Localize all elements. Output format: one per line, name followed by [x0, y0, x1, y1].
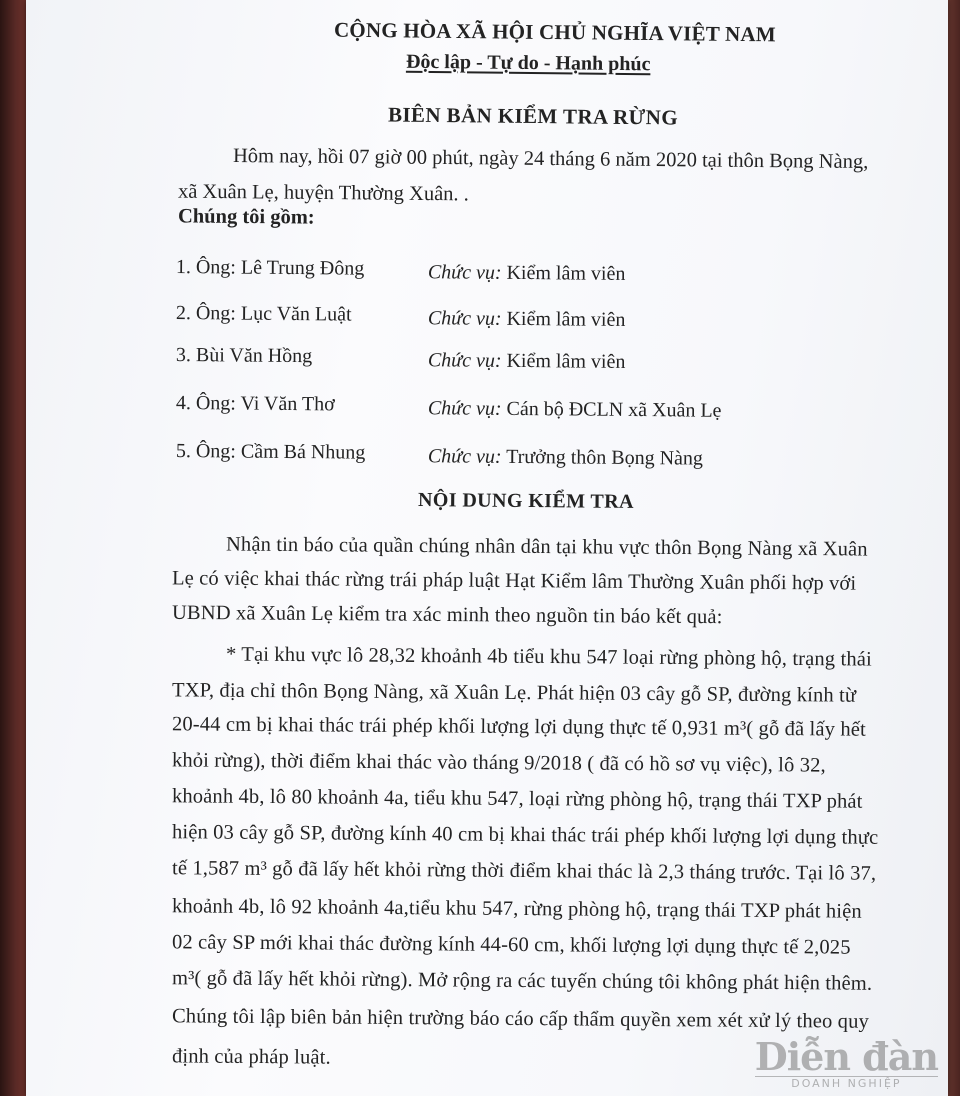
members-heading: Chúng tôi gồm: [177, 205, 315, 229]
content-line: 20-44 cm bị khai thác trái phép khối lượng lợi dụng thực tế 0,931 m³( gỗ đã lấy hết [171, 713, 866, 741]
member-role [428, 397, 722, 423]
content-line: TXP, địa chỉ thôn Bọng Nàng, xã Xuân Lẹ. Phát hiện 03 cây gỗ SP, đường kính từ [171, 679, 857, 707]
content-line: tế 1,587 m³ gỗ đã lấy hết khỏi rừng thời điểm khai thác là 2,3 tháng trước. Tại lô 37, [171, 857, 877, 885]
role-label: Chức vụ: [427, 445, 502, 468]
intro-line-2: xã Xuân Lẹ, huyện Thường Xuân. . [177, 180, 469, 206]
member-name: 1. Ông: Lê Trung Đông [175, 256, 365, 280]
content-line: m³( gỗ đã lấy hết khỏi rừng). Mở rộng ra các tuyến chúng tôi không phát hiện thêm. [171, 967, 873, 995]
role-value: Kiểm lâm viên [506, 349, 626, 373]
content-line: 02 cây SP mới khai thác đường kính 44-60 cm, khối lượng lợi dụng thực tế 2,025 [171, 931, 851, 959]
watermark-sub: DOANH NGHIỆP [755, 1076, 938, 1090]
member-role [428, 261, 626, 286]
content-line: Chúng tôi lập biên bản hiện trường báo cáo cấp thẩm quyền xem xét xử lý theo quy [171, 1005, 870, 1033]
member-name: 4. Ông: Vi Văn Thơ [175, 392, 335, 416]
role-value: Trưởng thôn Bọng Nàng [506, 445, 704, 470]
role-label: Chức vụ: [427, 307, 502, 330]
content-line: Nhận tin báo của quần chúng nhân dân tại khu vực thôn Bọng Nàng xã Xuân [225, 533, 868, 561]
content-line: khoảnh 4b, lô 80 khoảnh 4a, tiểu khu 547, loại rừng phòng hộ, trạng thái TXP phát [171, 785, 863, 813]
section-title: NỘI DUNG KIỂM TRA [417, 489, 635, 513]
member-role [428, 445, 703, 470]
watermark-main: Diễn đàn [754, 1034, 938, 1079]
content-line: Lẹ có việc khai thác rừng trái pháp luật Hạt Kiểm lâm Thường Xuân phối hợp với [171, 567, 857, 595]
member-name: 2. Ông: Lục Văn Luật [175, 302, 352, 326]
role-value: Kiểm lâm viên [506, 307, 626, 331]
background-fabric-right [946, 0, 960, 1096]
member-role [428, 307, 626, 332]
motto: Độc lập - Tự do - Hạnh phúc [405, 50, 651, 76]
content-line: khoảnh 4b, lô 92 khoảnh 4a,tiểu khu 547, rừng phòng hộ, trạng thái TXP phát hiện [171, 895, 862, 923]
content-line: hiện 03 cây gỗ SP, đường kính 40 cm bị khai thác trái phép khối lượng lợi dụng thực [171, 821, 879, 849]
role-label: Chức vụ: [427, 349, 502, 372]
document-title: BIÊN BẢN KIỂM TRA RỪNG [387, 102, 679, 130]
role-value: Kiểm lâm viên [506, 261, 626, 285]
member-name: 3. Bùi Văn Hồng [175, 344, 313, 368]
content-line: UBND xã Xuân Lẹ kiểm tra xác minh theo nguồn tin báo kết quả: [171, 601, 723, 629]
content-line: khỏi rừng), thời điểm khai thác vào tháng 9/2018 ( đã có hồ sơ vụ việc), lô 32, [171, 749, 826, 777]
role-label: Chức vụ: [427, 261, 502, 284]
republic-heading: CỘNG HÒA XÃ HỘI CHỦ NGHĨA VIỆT NAM [333, 17, 776, 47]
member-role [428, 349, 626, 374]
intro-line-1: Hôm nay, hồi 07 giờ 00 phút, ngày 24 tháng 6 năm 2020 tại thôn Bọng Nàng, [232, 144, 869, 174]
watermark-logo [754, 1034, 938, 1090]
member-name: 5. Ông: Cầm Bá Nhung [175, 440, 366, 464]
content-line: * Tại khu vực lô 28,32 khoảnh 4b tiểu khu 547 loại rừng phòng hộ, trạng thái [225, 643, 872, 671]
role-label: Chức vụ: [427, 397, 502, 420]
content-line: định của pháp luật. [171, 1045, 331, 1069]
document-page [26, 0, 948, 1096]
role-value: Cán bộ ĐCLN xã Xuân Lẹ [506, 397, 722, 422]
